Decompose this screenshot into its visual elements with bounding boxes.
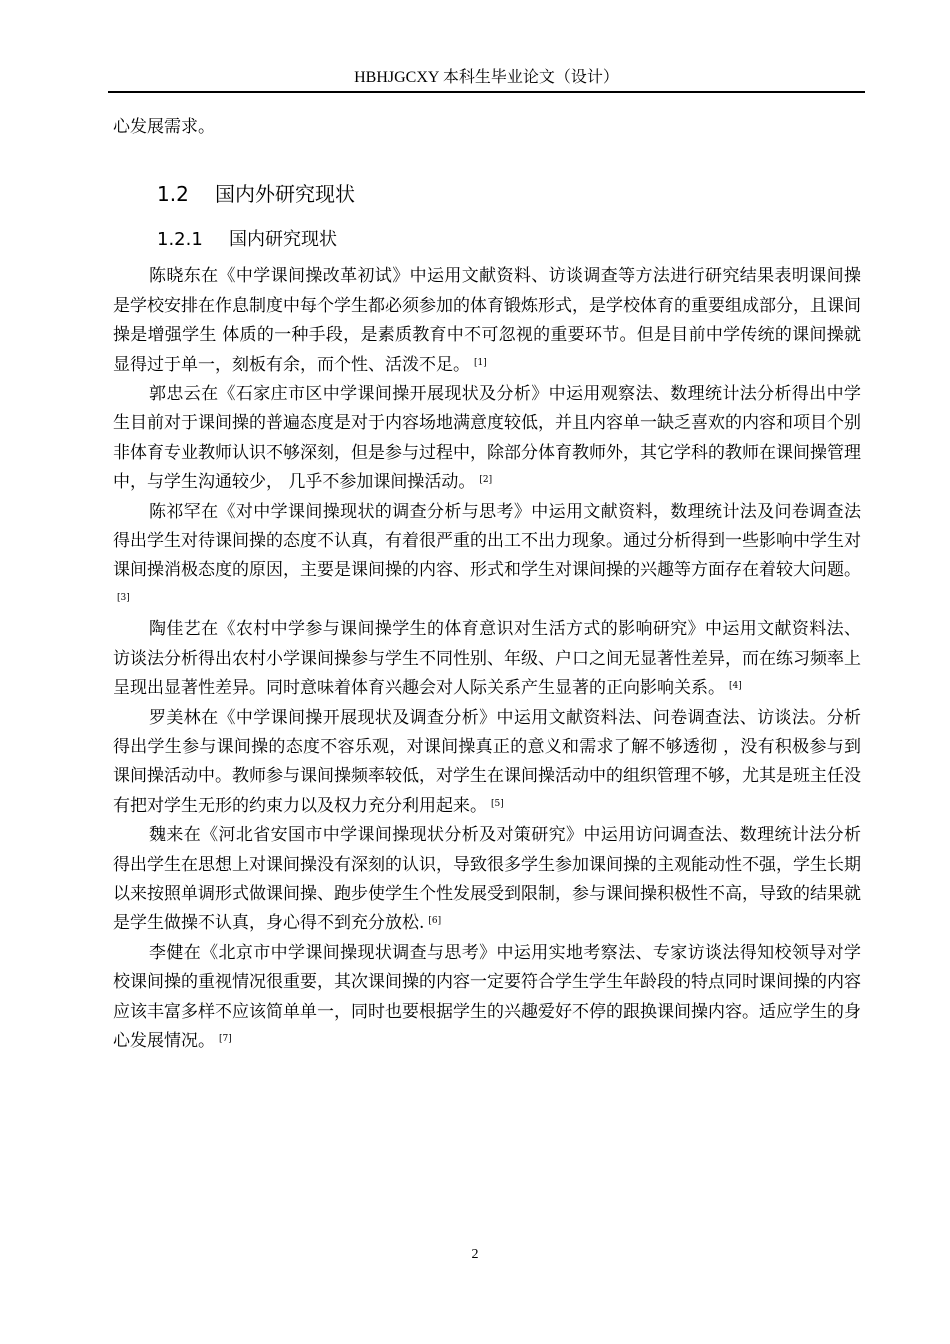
paragraph: 郭忠云在《石家庄市区中学课间操开展现状及分析》中运用观察法、数理统计法分析得出中学生目前对于课间操的普遍态度是对于内容场地满意度较低，并且内容单一缺乏喜欢的内容和项目个别非体育专业教师认识不够深刻，但是参与过程中，除部分体育教师外，其它学科的教师在课间操管理中，与学生沟通较少， 几乎不参加课间操活动。 [2]	[113, 384, 861, 493]
citation-ref: [5]	[491, 798, 504, 809]
header-rule	[108, 91, 865, 93]
paragraph: 陈晓东在《中学课间操改革初试》中运用文献资料、访谈调查等方法进行研究结果表明课间操是学校安排在作息制度中每个学生都必须参加的体育锻炼形式，是学校体育的重要组成部分，且课间操是增强学生 体质的一种手段，是素质教育中不可忽视的重要环节。但是目前中学传统的课间操就显得过于单一，刻板有余，而个性、活泼不足。 [1]	[113, 266, 861, 375]
page-header: HBHJGCXY 本科生毕业论文（设计）	[354, 69, 619, 86]
paragraph: 罗美林在《中学课间操开展现状及调查分析》中运用文献资料法、问卷调查法、访谈法。分析得出学生参与课间操的态度不容乐观，对课间操真正的意义和需求了解不够透彻 ，没有积极参与到课间操活动中。教师参与课间操频率较低，对学生在课间操活动中的组织管理不够，尤其是班主任没有把对学生无形的约束力以及权力充分利用起来。 [5]	[113, 707, 861, 816]
subsection-heading	[157, 222, 861, 258]
intro-line: 心发展需求。	[113, 117, 215, 137]
citation-ref: [1]	[474, 357, 487, 368]
section-heading	[157, 174, 861, 214]
citation-ref: [6]	[428, 916, 442, 927]
subsection-number: 1.2.1	[157, 229, 203, 251]
section-title: 国内外研究现状	[215, 182, 355, 207]
section-number: 1.2	[157, 182, 189, 207]
citation-ref: [3]	[117, 592, 130, 603]
citation-ref: [2]	[479, 475, 493, 486]
page-number: 2	[471, 1247, 479, 1262]
document-body	[113, 113, 861, 1056]
subsection-title: 国内研究现状	[229, 229, 337, 251]
paragraph: 陶佳艺在《农村中学参与课间操学生的体育意识对生活方式的影响研究》中运用文献资料法、访谈法分析得出农村小学课间操参与学生不同性别、年级、户口之间无显著性差异，而在练习频率上呈现出显著性差异。同时意味着体育兴趣会对人际关系产生显著的正向影响关系。 [4]	[113, 619, 861, 699]
paragraph: 陈祁罕在《对中学课间操现状的调查分析与思考》中运用文献资料，数理统计法及问卷调查法得出学生对待课间操的态度不认真，有着很严重的出工不出力现象。通过分析得到一些影响中学生对课间操消极态度的原因，主要是课间操的内容、形式和学生对课间操的兴趣等方面存在着较大问题。[3]	[113, 501, 861, 603]
citation-ref: [4]	[729, 681, 742, 692]
paragraph: 李健在《北京市中学课间操现状调查与思考》中运用实地考察法、专家访谈法得知校领导对学校课间操的重视情况很重要，其次课间操的内容一定要符合学生学生年龄段的特点同时课间操的内容应该丰富多样不应该简单单一，同时也要根据学生的兴趣爱好不停的跟换课间操内容。适应学生的身心发展情况。 [7]	[113, 942, 861, 1051]
citation-ref: [7]	[219, 1033, 232, 1044]
paragraph: 魏来在《河北省安国市中学课间操现状分析及对策研究》中运用访问调查法、数理统计法分析得出学生在思想上对课间操没有深刻的认识，导致很多学生参加课间操的主观能动性不强，学生长期以来按照单调形式做课间操、跑步使学生个性发展受到限制，参与课间操积极性不高，导致的结果就是学生做操不认真，身心得不到充分放松. [6]	[113, 825, 861, 934]
